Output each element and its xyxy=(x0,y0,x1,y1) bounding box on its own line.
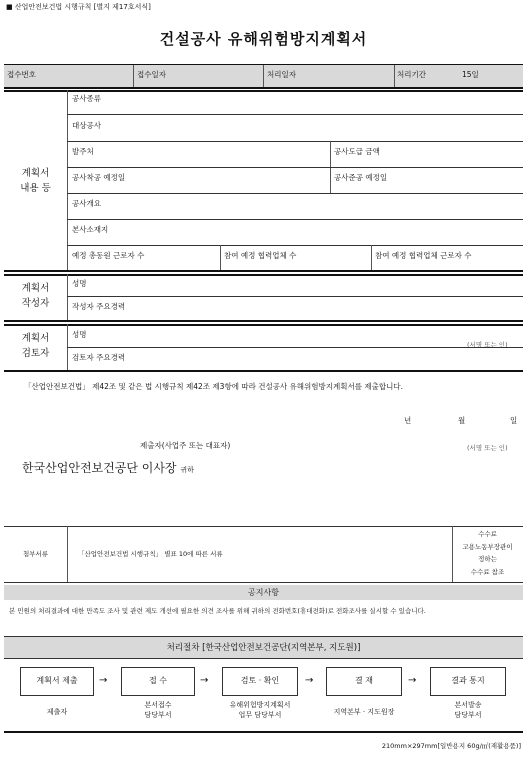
step-notify-actor-line1: 본서발송 xyxy=(454,701,482,709)
reviewer-section-label-line1: 계획서 xyxy=(21,333,50,344)
process-step-receive-sub xyxy=(111,700,205,720)
fee-line3: 정하는 xyxy=(478,555,497,563)
form-reference-note: ■ 산업안전보건법 시행규칙 [별지 제17호서식] xyxy=(6,3,151,11)
reviewer-sign-note: (서명 또는 인) xyxy=(467,341,508,349)
process-step-receive: 접 수 xyxy=(121,667,195,696)
submitter-sign-note: (서명 또는 인) xyxy=(467,444,508,452)
processing-period-value: 15일 xyxy=(462,70,479,79)
step-submit-actor: 제출자 xyxy=(46,708,68,716)
reviewer-section-label-line2: 검토자 xyxy=(21,348,50,359)
step-review-actor-line2: 업무 담당부서 xyxy=(238,711,282,719)
partner-workers-field[interactable]: 참여 예정 협력업체 근로자 수 xyxy=(375,251,472,260)
target-construction-field[interactable]: 대상공사 xyxy=(72,121,101,130)
processing-period-label: 처리기간 xyxy=(397,70,426,79)
reviewer-section-label xyxy=(4,331,67,361)
head-office-field[interactable]: 본사소재지 xyxy=(72,225,109,234)
submitter-label: 제출자(사업주 또는 대표자) xyxy=(140,441,231,450)
end-date-field[interactable]: 공사준공 예정일 xyxy=(334,173,388,182)
fee-line1: 수수료 xyxy=(478,530,497,538)
author-name-field[interactable]: 성명 xyxy=(72,279,87,288)
date-year-label: 년 xyxy=(404,416,412,425)
fee-line4: 수수료 참조 xyxy=(470,567,505,576)
plan-section-label-line1: 계획서 xyxy=(21,168,50,179)
start-date-field[interactable]: 공사착공 예정일 xyxy=(72,173,126,182)
plan-section-label xyxy=(4,166,67,196)
arrow-right-icon: → xyxy=(99,675,108,686)
arrow-right-icon: → xyxy=(200,675,209,686)
process-step-submit: 계획서 제출 xyxy=(20,667,94,696)
step-receive-actor-line1: 본서접수 xyxy=(144,701,172,709)
step-notify-actor-line2: 담당부서 xyxy=(454,711,482,719)
page-title: 건설공사 유해위험방지계획서 xyxy=(159,30,368,48)
partner-count-field[interactable]: 참여 예정 협력업체 수 xyxy=(224,251,297,260)
paper-spec-footer: 210mm×297mm[일반용지 60g/㎡(재활용품)] xyxy=(381,742,521,750)
author-section-label-line1: 계획서 xyxy=(21,283,50,294)
process-step-notify-sub xyxy=(420,700,516,720)
fee-line2: 고용노동부장관이 xyxy=(462,542,513,551)
fee-info xyxy=(452,528,523,578)
process-step-review: 검토 · 확인 xyxy=(222,667,298,696)
arrow-right-icon: → xyxy=(305,675,314,686)
step-review-actor-line1: 유해위험방지계획서 xyxy=(229,701,291,709)
plan-section-label-line2: 내용 등 xyxy=(20,183,51,194)
total-workers-field[interactable]: 예정 총동원 근로자 수 xyxy=(72,251,145,260)
reviewer-name-field[interactable]: 성명 xyxy=(72,330,87,339)
submission-statement: 「산업안전보건법」 제42조 및 같은 법 시행규칙 제42조 제3항에 따라 건설공사 유해위험방지계획서를 제출합니다. xyxy=(24,382,403,391)
step-receive-actor-line2: 담당부서 xyxy=(144,711,172,719)
author-career-field[interactable]: 작성자 주요경력 xyxy=(72,302,126,311)
orderer-field[interactable]: 발주처 xyxy=(72,147,94,156)
process-step-approve: 결 재 xyxy=(326,667,402,696)
process-title: 처리절차 [한국산업안전보건공단(지역본부, 지도원)] xyxy=(166,643,361,653)
process-step-notify: 결과 통지 xyxy=(430,667,506,696)
author-section-label-line2: 작성자 xyxy=(21,298,50,309)
date-day-label: 일 xyxy=(510,416,518,425)
notice-title: 공지사항 xyxy=(248,588,279,597)
receipt-date-label: 접수일자 xyxy=(137,70,166,79)
addressee-suffix: 귀하 xyxy=(180,466,194,474)
addressee-name: 한국산업안전보건공단 이사장 xyxy=(22,461,177,475)
process-step-approve-sub xyxy=(316,707,412,717)
arrow-right-icon: → xyxy=(408,675,417,686)
reviewer-career-field[interactable]: 검토자 주요경력 xyxy=(72,353,126,362)
construction-type-field[interactable]: 공사종류 xyxy=(72,94,101,103)
processed-date-label: 처리일자 xyxy=(267,70,296,79)
process-step-submit-sub xyxy=(10,707,104,717)
attachment-label: 첨부서류 xyxy=(22,550,49,558)
contract-amount-field[interactable]: 공사도급 금액 xyxy=(334,147,380,156)
step-approve-actor: 지역본부 · 지도원장 xyxy=(333,708,395,716)
receipt-number-label: 접수번호 xyxy=(7,70,36,79)
attachment-content: 「산업안전보건법 시행규칙」 별표 10에 따른 서류 xyxy=(78,550,223,558)
date-month-label: 월 xyxy=(458,416,466,425)
addressee xyxy=(22,459,194,476)
notice-text: 본 민원의 처리결과에 대한 만족도 조사 및 관련 제도 개선에 필요한 의견 조사를 위해 귀하의 전화번호(휴대전화)로 전화조사를 실시할 수 있습니다. xyxy=(9,607,426,615)
construction-overview-field[interactable]: 공사개요 xyxy=(72,199,101,208)
author-section-label xyxy=(4,281,67,311)
process-step-review-sub xyxy=(212,700,308,720)
